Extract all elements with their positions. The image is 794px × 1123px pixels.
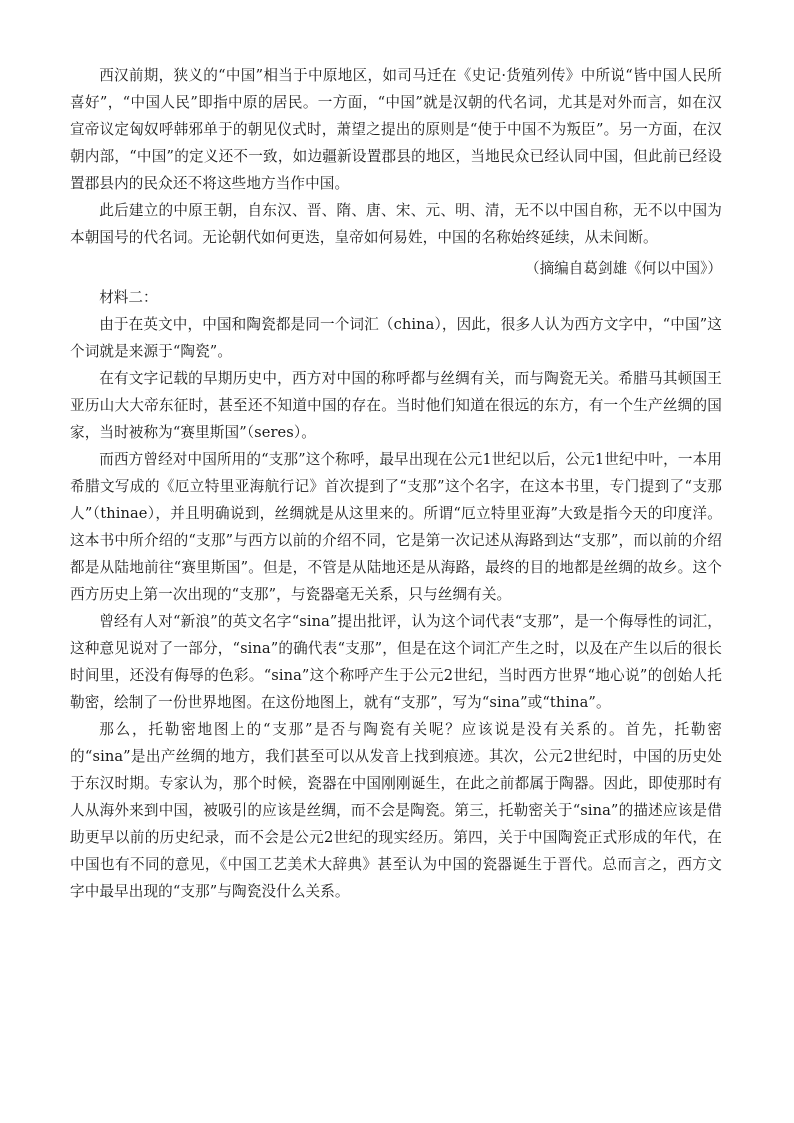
paragraph-ptolemy: 那么，托勒密地图上的“支那”是否与陶瓷有关呢？应该说是没有关系的。首先，托勒密的“sina”是出产丝绸的地方，我们甚至可以从发音上找到痕迹。其次，公元2世纪时，中国的历史处于东汉时期。专家认为，那个时候，瓷器在中国刚刚诞生，在此之前都属于陶器。因此，即使那时有人从海外来到中国，被吸引的应该是丝绸，而不会是陶瓷。第三，托勒密关于“sina”的描述应该是借助更早以前的历史纪录，而不会是公元2世纪的现实经历。第四，关于中国陶瓷正式形成的年代，在中国也有不同的意见，《中国工艺美术大辞典》甚至认为中国的瓷器诞生于晋代。总而言之，西方文字中最早出现的“支那”与陶瓷没什么关系。	[70, 721, 722, 900]
paragraph-china-word: 由于在英文中，中国和陶瓷都是同一个词汇（china），因此，很多人认为西方文字中，“中国”这个词就是来源于“陶瓷”。	[70, 316, 722, 360]
paragraph-seres: 在有文字记载的早期历史中，西方对中国的称呼都与丝绸有关，而与陶瓷无关。希腊马其顿国王亚历山大大帝东征时，甚至还不知道中国的存在。当时他们知道在很远的东方，有一个生产丝绸的国家，当时被称为“赛里斯国”（seres）。	[70, 370, 722, 441]
paragraph-zhina-origin: 而西方曾经对中国所用的“支那”这个称呼，最早出现在公元1世纪以后，公元1世纪中叶，一本用希腊文写成的《厄立特里亚海航行记》首次提到了“支那”这个名字，在这本书里，专门提到了“支那人”（thinae），并且明确说到，丝绸就是从这里来的。所谓“厄立特里亚海”大致是指今天的印度洋。这本书中所介绍的“支那”与西方以前的介绍不同，它是第一次记述从海路到达“支那”，而以前的介绍都是从陆地前往“赛里斯国”。但是，不管是从陆地还是从海路，最终的目的地都是丝绸的故乡。这个西方历史上第一次出现的“支那”，与瓷器毫无关系，只与丝绸有关。	[70, 451, 722, 603]
material-heading: 材料二：	[99, 289, 158, 306]
paragraph-sina: 曾经有人对“新浪”的英文名字“sina”提出批评，认为这个词代表“支那”，是一个侮辱性的词汇，这种意见说对了一部分，“sina”的确代表“支那”，但是在这个词汇产生之时，以及在产生以后的很长时间里，还没有侮辱的色彩。“sina”这个称呼产生于公元2世纪，当时西方世界“地心说”的创始人托勒密，绘制了一份世界地图。在这份地图上，就有“支那”，写为“sina”或“thina”。	[70, 613, 722, 711]
paragraph-later-dynasties: 此后建立的中原王朝，自东汉、晋、隋、唐、宋、元、明、清，无不以中国自称，无不以中国为本朝国号的代名词。无论朝代如何更迭，皇帝如何易姓，中国的名称始终延续，从未间断。	[70, 202, 722, 246]
source-note: （摘编自葛剑雄《何以中国》）	[524, 260, 722, 277]
paragraph-xihan-zhongguo: 西汉前期，狭义的“中国”相当于中原地区，如司马迁在《史记·货殖列传》中所说“皆中国人民所喜好”，“中国人民”即指中原的居民。一方面，“中国”就是汉朝的代名词，尤其是对外而言，如在汉宣帝议定匈奴呼韩邪单于的朝见仪式时，萧望之提出的原则是“使于中国不为叛臣”。另一方面，在汉朝内部，“中国”的定义还不一致，如边疆新设置郡县的地区，当地民众已经认同中国，但此前已经设置郡县内的民众还不将这些地方当作中国。	[70, 67, 722, 192]
document-page	[70, 62, 722, 905]
